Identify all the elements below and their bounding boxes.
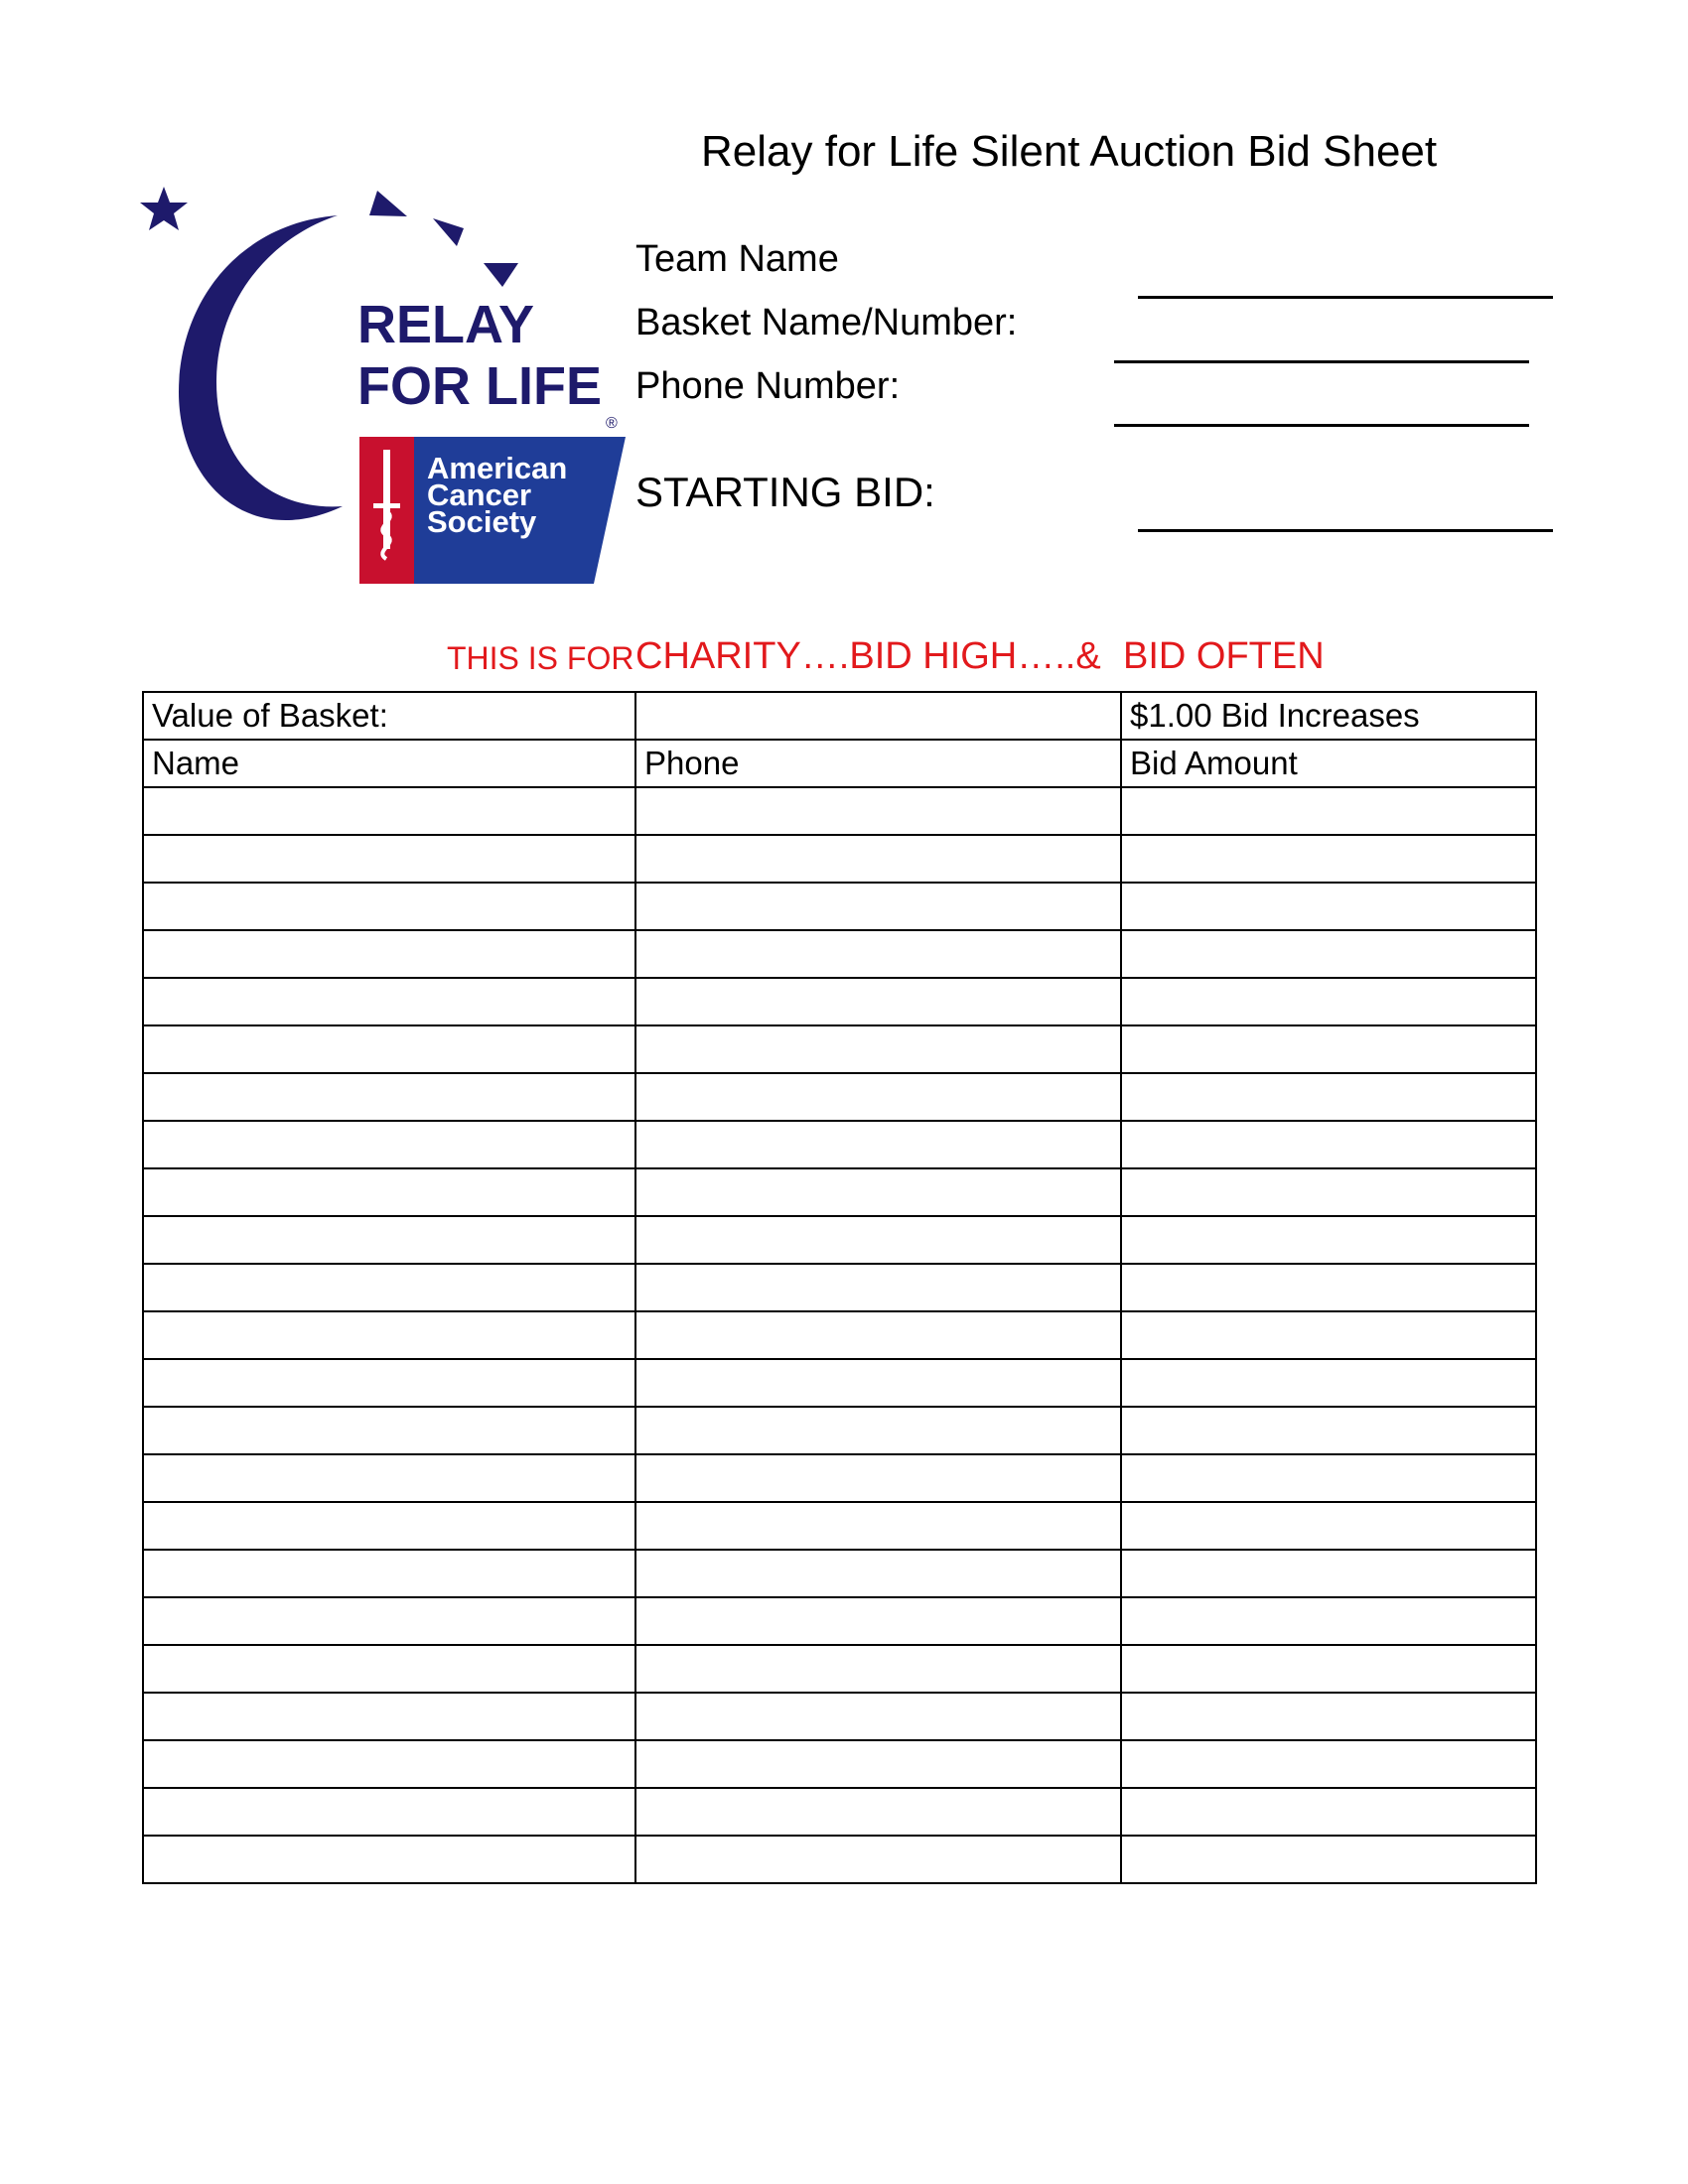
phone-cell[interactable]: [635, 1168, 1121, 1216]
bid-increment-note: $1.00 Bid Increases: [1121, 692, 1536, 740]
phone-cell[interactable]: [635, 787, 1121, 835]
table-row: [143, 1788, 1536, 1836]
table-row: [143, 883, 1536, 930]
name-cell[interactable]: [143, 1502, 635, 1550]
name-cell[interactable]: [143, 1073, 635, 1121]
triangle-icon: [369, 191, 407, 216]
name-cell[interactable]: [143, 835, 635, 883]
phone-cell[interactable]: [635, 835, 1121, 883]
slogan-this-is-for: THIS IS FOR: [447, 640, 634, 676]
phone-cell[interactable]: [635, 930, 1121, 978]
name-cell[interactable]: [143, 1693, 635, 1740]
phone-cell[interactable]: [635, 1788, 1121, 1836]
name-cell[interactable]: [143, 978, 635, 1025]
page-title: Relay for Life Silent Auction Bid Sheet: [701, 127, 1438, 176]
name-cell[interactable]: [143, 1121, 635, 1168]
phone-cell[interactable]: [635, 1311, 1121, 1359]
triangle-icon: [484, 263, 518, 287]
acs-society-text: Society: [427, 504, 537, 539]
name-cell[interactable]: [143, 1788, 635, 1836]
name-cell[interactable]: [143, 930, 635, 978]
bid-amount-cell[interactable]: [1121, 1025, 1536, 1073]
bid-amount-cell[interactable]: [1121, 1693, 1536, 1740]
phone-cell[interactable]: [635, 1454, 1121, 1502]
starting-bid-label: STARTING BID:: [635, 469, 935, 515]
team-name-label: Team Name: [635, 238, 839, 280]
phone-cell[interactable]: [635, 1025, 1121, 1073]
bid-amount-cell[interactable]: [1121, 1502, 1536, 1550]
bid-amount-cell[interactable]: [1121, 1788, 1536, 1836]
table-row: [143, 835, 1536, 883]
name-cell[interactable]: [143, 1025, 635, 1073]
table-row: [143, 1645, 1536, 1693]
name-cell[interactable]: [143, 1311, 635, 1359]
phone-cell[interactable]: [635, 1502, 1121, 1550]
bid-amount-cell[interactable]: [1121, 1550, 1536, 1597]
phone-cell[interactable]: [635, 1597, 1121, 1645]
phone-cell[interactable]: [635, 1216, 1121, 1264]
relay-for-life-logo: [139, 184, 626, 591]
star-icon: [140, 187, 188, 230]
slogan-charity: CHARITY….BID HIGH…..&: [635, 635, 1101, 677]
column-header-bid-amount: Bid Amount: [1121, 740, 1536, 787]
name-cell[interactable]: [143, 1359, 635, 1407]
bid-amount-cell[interactable]: [1121, 1121, 1536, 1168]
bid-amount-cell[interactable]: [1121, 883, 1536, 930]
table-row: [143, 1693, 1536, 1740]
bid-amount-cell[interactable]: [1121, 835, 1536, 883]
table-row: [143, 1502, 1536, 1550]
bid-amount-cell[interactable]: [1121, 1597, 1536, 1645]
table-row: [143, 1073, 1536, 1121]
bid-amount-cell[interactable]: [1121, 1454, 1536, 1502]
name-cell[interactable]: [143, 1407, 635, 1454]
name-cell[interactable]: [143, 1597, 635, 1645]
name-cell[interactable]: [143, 1454, 635, 1502]
table-row: [143, 978, 1536, 1025]
value-row: [143, 692, 1536, 740]
table-row: [143, 1454, 1536, 1502]
basket-name-label: Basket Name/Number:: [635, 302, 1018, 343]
bid-amount-cell[interactable]: [1121, 1836, 1536, 1883]
bid-amount-cell[interactable]: [1121, 787, 1536, 835]
bid-amount-cell[interactable]: [1121, 1740, 1536, 1788]
table-row: [143, 1025, 1536, 1073]
phone-number-label: Phone Number:: [635, 365, 901, 407]
name-cell[interactable]: [143, 1216, 635, 1264]
value-of-basket-amount[interactable]: [635, 692, 1121, 740]
acs-american-text: American: [427, 451, 568, 485]
table-row: [143, 930, 1536, 978]
column-header-name: Name: [143, 740, 635, 787]
header-row: [143, 740, 1536, 787]
name-cell[interactable]: [143, 1168, 635, 1216]
column-header-phone: Phone: [635, 740, 1121, 787]
logo-for-life-text: FOR LIFE: [357, 356, 602, 416]
table-row: [143, 1311, 1536, 1359]
bid-amount-cell[interactable]: [1121, 1216, 1536, 1264]
table-row: [143, 787, 1536, 835]
bid-table: [142, 691, 1537, 1884]
table-row: [143, 1597, 1536, 1645]
name-cell[interactable]: [143, 1740, 635, 1788]
bid-amount-cell[interactable]: [1121, 1359, 1536, 1407]
table-row: [143, 1359, 1536, 1407]
phone-cell[interactable]: [635, 1407, 1121, 1454]
logo-relay-text: RELAY: [357, 295, 535, 354]
bid-amount-cell[interactable]: [1121, 930, 1536, 978]
team-name-line[interactable]: [1138, 296, 1553, 299]
value-of-basket-label: Value of Basket:: [143, 692, 635, 740]
triangle-icon: [433, 218, 464, 246]
name-cell[interactable]: [143, 787, 635, 835]
table-row: [143, 1216, 1536, 1264]
phone-cell[interactable]: [635, 1693, 1121, 1740]
bid-amount-cell[interactable]: [1121, 1264, 1536, 1311]
table-row: [143, 1121, 1536, 1168]
phone-cell[interactable]: [635, 1740, 1121, 1788]
starting-bid-line[interactable]: [1138, 529, 1553, 532]
table-row: [143, 1407, 1536, 1454]
bid-amount-cell[interactable]: [1121, 1073, 1536, 1121]
name-cell[interactable]: [143, 1550, 635, 1597]
phone-cell[interactable]: [635, 1264, 1121, 1311]
name-cell[interactable]: [143, 1836, 635, 1883]
bid-amount-cell[interactable]: [1121, 1311, 1536, 1359]
bid-amount-cell[interactable]: [1121, 1645, 1536, 1693]
phone-cell[interactable]: [635, 1836, 1121, 1883]
basket-name-line[interactable]: [1114, 360, 1529, 363]
phone-cell[interactable]: [635, 1645, 1121, 1693]
crescent-moon-icon: [179, 215, 343, 520]
name-cell[interactable]: [143, 1645, 635, 1693]
registered-mark: ®: [606, 415, 618, 432]
slogan-bid-often: BID OFTEN: [1123, 635, 1325, 677]
phone-cell[interactable]: [635, 1359, 1121, 1407]
phone-cell[interactable]: [635, 883, 1121, 930]
phone-cell[interactable]: [635, 1121, 1121, 1168]
phone-cell[interactable]: [635, 1550, 1121, 1597]
table-row: [143, 1740, 1536, 1788]
bid-amount-cell[interactable]: [1121, 1168, 1536, 1216]
name-cell[interactable]: [143, 1264, 635, 1311]
table-row: [143, 1264, 1536, 1311]
table-row: [143, 1836, 1536, 1883]
phone-cell[interactable]: [635, 1073, 1121, 1121]
table-row: [143, 1168, 1536, 1216]
phone-number-line[interactable]: [1114, 424, 1529, 427]
bid-amount-cell[interactable]: [1121, 1407, 1536, 1454]
acs-cancer-text: Cancer: [427, 478, 532, 512]
bid-amount-cell[interactable]: [1121, 978, 1536, 1025]
table-row: [143, 1550, 1536, 1597]
name-cell[interactable]: [143, 883, 635, 930]
phone-cell[interactable]: [635, 978, 1121, 1025]
